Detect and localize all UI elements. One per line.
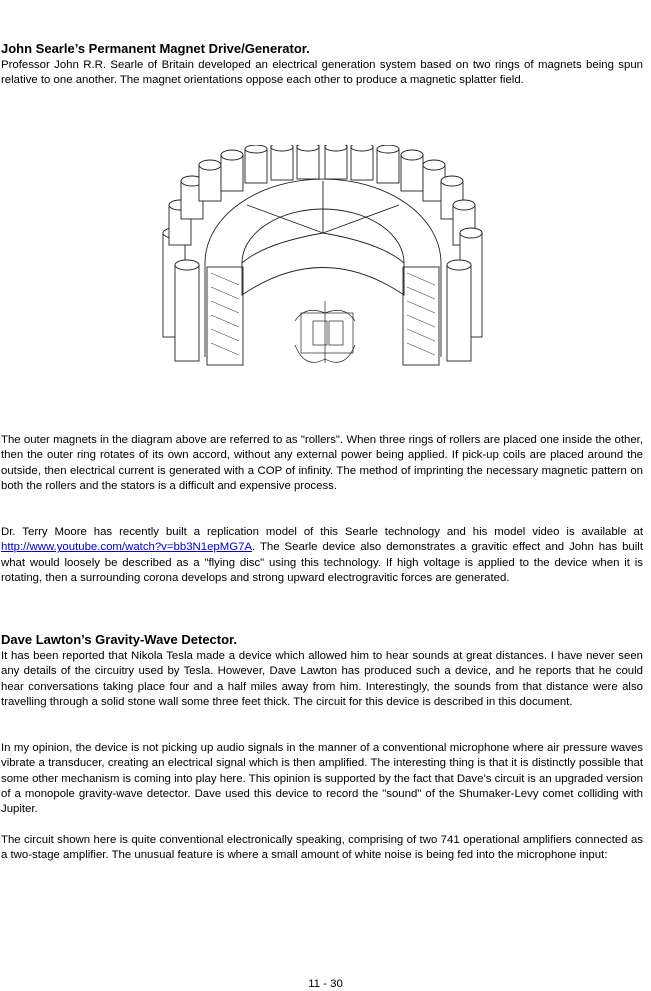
page-number: 11 - 30 <box>308 978 343 990</box>
searle-intro-paragraph: Professor John R.R. Searle of Britain developed an electrical generation system based on two rings of magnets being spun relative to one another. The magnet orientations oppose each other to produce a magnetic splatter field. <box>1 59 643 87</box>
searle-generator-diagram <box>155 145 490 375</box>
moore-text-after: . The Searle device also demonstrates a gravitic effect and John has built what would loosely be described as a "flying disc" using this technology. If high voltage is applied to the device when it is rotating, then a surrounding corona develops and strong upward electrogravitic forces are generated. <box>1 541 643 584</box>
moore-text-before: Dr. Terry Moore has recently built a replication model of this Searle technology and his model video is available at <box>1 526 643 538</box>
section-heading-lawton: Dave Lawton’s Gravity-Wave Detector. <box>1 632 238 647</box>
lawton-intro-paragraph: It has been reported that Nikola Tesla made a device which allowed him to hear sounds at great distances. I have never seen any details of the circuitry used by Tesla. However, Dave Lawton has produced such a device, and he reports that he could hear conversations taking place four and a half miles away from him. Interestingly, the sounds from that distance were also travelling through a solid stone wall some three feet thick. The circuit for this device is described in this document. <box>1 650 643 708</box>
youtube-video-link[interactable]: http://www.youtube.com/watch?v=bb3N1epMG7A <box>1 541 253 554</box>
searle-rollers-paragraph: The outer magnets in the diagram above are referred to as "rollers". When three rings of rollers are placed one inside the other, then the outer ring rotates of its own accord, without any external power being applied. If pick-up coils are placed around the outside, then electrical current is generated with a COP of infinity. The method of imprinting the necessary magnetic pattern on both the rollers and the stators is a difficult and expensive process. <box>1 434 643 492</box>
searle-generator-drawing <box>155 145 490 375</box>
section-heading-searle: John Searle’s Permanent Magnet Drive/Generator. <box>1 41 310 56</box>
searle-moore-paragraph <box>1 525 643 586</box>
lawton-circuit-paragraph: The circuit shown here is quite conventional electronically speaking, comprising of two 741 operational amplifiers connected as a two-stage amplifier. The unusual feature is where a small amount of white noise is being fed into the microphone input: <box>1 834 643 862</box>
lawton-opinion-paragraph: In my opinion, the device is not picking up audio signals in the manner of a conventional microphone where air pressure waves vibrate a transducer, creating an electrical signal which is then amplified. The interesting thing is that it is distinctly possible that some other mechanism is coming into play here. This opinion is supported by the fact that Dave’s circuit is an upgraded version of a monopole gravity-wave detector. Dave used this device to record the "sound" of the Shumaker-Levy comet colliding with Jupiter. <box>1 742 643 816</box>
